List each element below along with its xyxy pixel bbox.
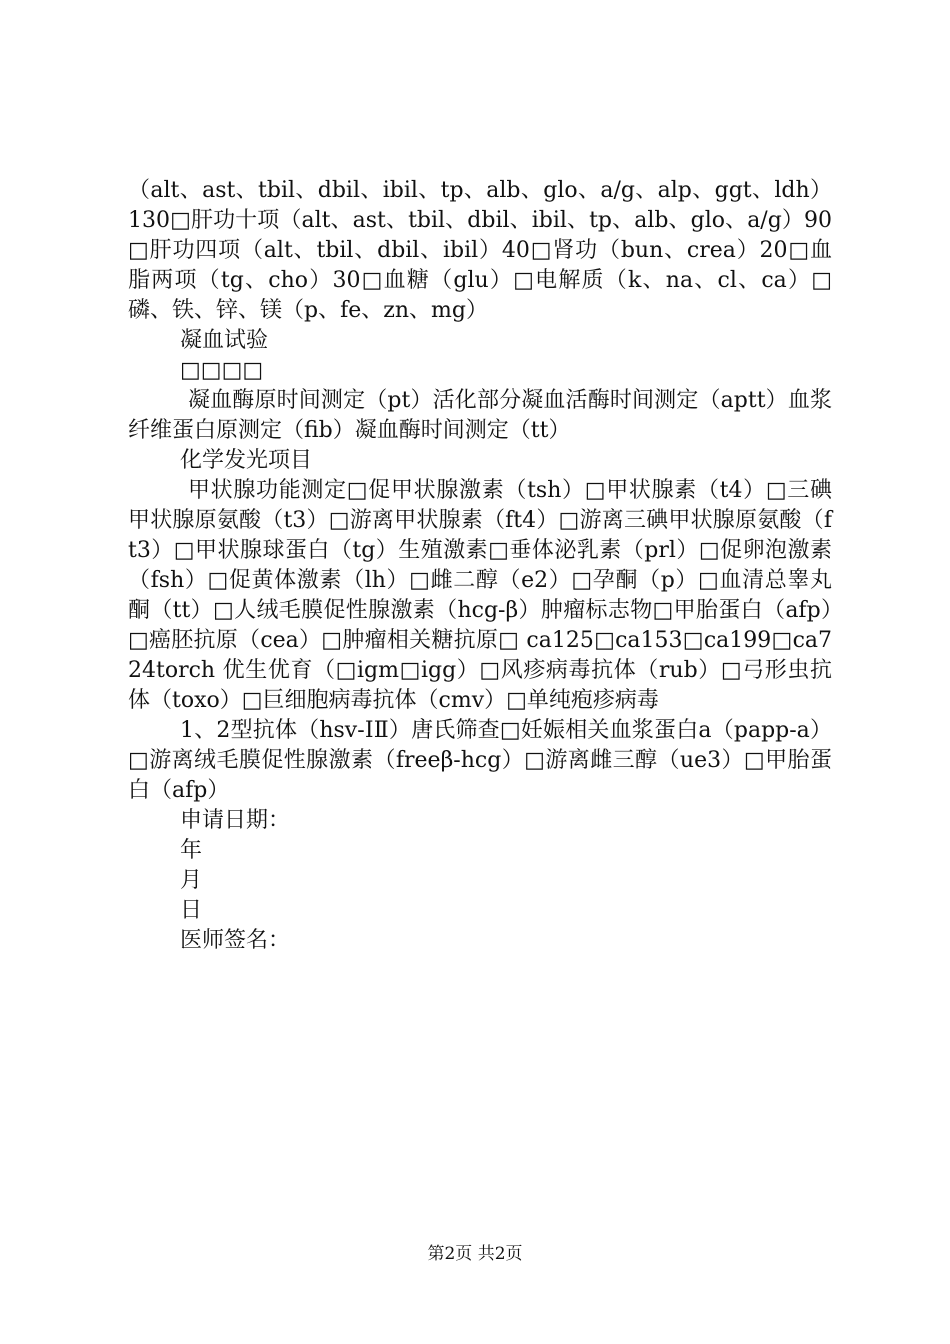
coagulation-checkboxes: □□□□: [180, 358, 264, 383]
application-year-label: 年: [180, 838, 203, 863]
down-syndrome-screening-paragraph: 1、2型抗体（hsv-ⅠⅡ）唐氏筛查□妊娠相关血浆蛋白a（papp-a）□游离绒毛膜促性腺激素（freeβ-hcg）□游离雌三醇（ue3）□甲胎蛋白（afp）: [128, 718, 832, 803]
coagulation-items-paragraph: 凝血酶原时间测定（pt）活化部分凝血活酶时间测定（aptt）血浆纤维蛋白原测定（fib）凝血酶时间测定（tt）: [128, 388, 832, 443]
page-footer: 第2页 共2页: [427, 1244, 523, 1264]
chemiluminescence-section-title: 化学发光项目: [180, 448, 313, 473]
coagulation-section-title: 凝血试验: [180, 328, 269, 353]
document-body: [128, 176, 832, 956]
application-month-label: 月: [180, 868, 203, 893]
application-day-label: 日: [180, 898, 203, 923]
doctor-signature-label: 医师签名：: [180, 928, 291, 953]
application-date-label: 申请日期：: [180, 808, 291, 833]
liver-kidney-items-paragraph: （alt、ast、tbil、dbil、ibil、tp、alb、glo、a/g、alp、ggt、ldh）130□肝功十项（alt、ast、tbil、dbil、ibil、tp、alb、glo、a/g）90□肝功四项（alt、tbil、dbil、ibil）40□肾功（bun、crea）20□血脂两项（tg、cho）30□血糖（glu）□电解质（k、na、cl、ca）□磷、铁、锌、镁（p、fe、zn、mg）: [128, 178, 832, 323]
chemiluminescence-items-paragraph: 甲状腺功能测定□促甲状腺激素（tsh）□甲状腺素（t4）□三碘甲状腺原氨酸（t3）□游离甲状腺素（ft4）□游离三碘甲状腺原氨酸（ft3）□甲状腺球蛋白（tg）生殖激素□垂体泌乳素（prl）□促卵泡激素（fsh）□促黄体激素（lh）□雌二醇（e2）□孕酮（p）□血清总睾丸酮（tt）□人绒毛膜促性腺激素（hcg-β）肿瘤标志物□甲胎蛋白（afp）□癌胚抗原（cea）□肿瘤相关糖抗原□ ca125□ca153□ca199□ca724torch 优生优育（□igm□igg）□风疹病毒抗体（rub）□弓形虫抗体（toxo）□巨细胞病毒抗体（cmv）□单纯疱疹病毒: [128, 478, 832, 713]
